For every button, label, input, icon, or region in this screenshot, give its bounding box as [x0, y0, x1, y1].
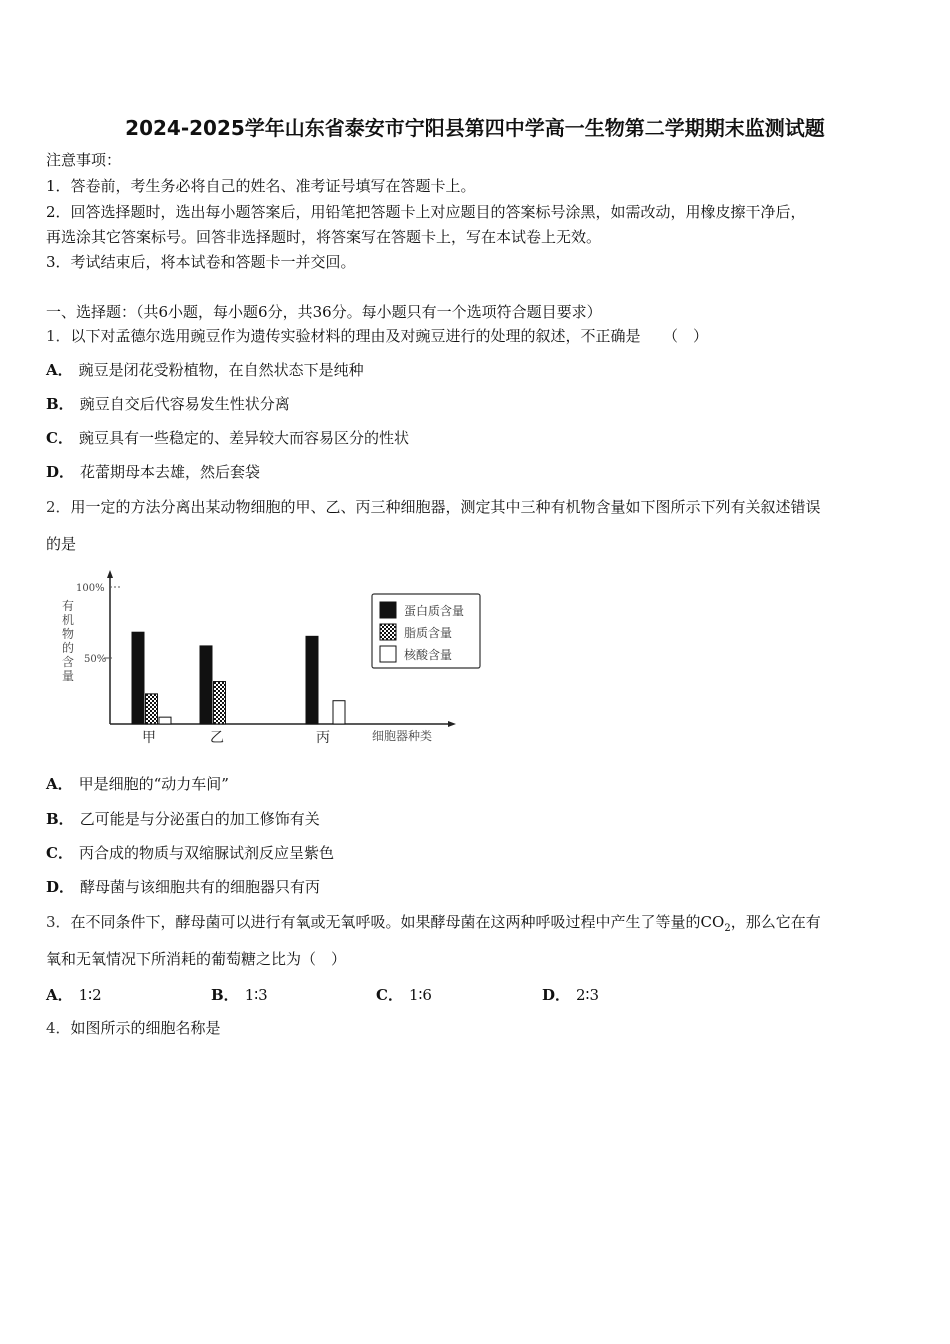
category-label-1: 甲 [142, 730, 156, 746]
category-labels [142, 730, 330, 746]
q1-stem [46, 326, 708, 346]
q3-options [46, 984, 906, 1006]
q1-option-a-text: 豌豆是闭花受粉植物，在自然状态下是纯种 [78, 361, 364, 379]
bar-1-series-2 [146, 694, 158, 724]
q1-option-a-label: A． [46, 361, 73, 379]
bar-2-series-2 [214, 682, 226, 724]
q3-option-c-text: 1∶6 [408, 986, 432, 1004]
y-tick-label-100: 100% [76, 583, 105, 594]
q1-option-b[interactable] [46, 394, 290, 414]
q1-option-c[interactable] [46, 428, 409, 448]
legend-label-1: 蛋白质含量 [404, 604, 465, 618]
q3-option-c-label: C． [376, 986, 403, 1004]
bar-3-series-1 [306, 636, 318, 724]
organelle-content-chart [54, 566, 494, 752]
notice-heading: 注意事项： [46, 151, 122, 169]
q2-option-b-label: B． [46, 810, 74, 828]
q2-option-a[interactable] [46, 774, 229, 794]
q3-option-a-text: 1∶2 [78, 986, 102, 1004]
notice-item-3: 3．考试结束后，将本试卷和答题卡一并交回。 [46, 253, 356, 271]
q1-number: 1． [46, 327, 71, 345]
q4-text: 如图所示的细胞名称是 [70, 1019, 221, 1037]
q3-stem-line2: 氧和无氧情况下所消耗的葡萄糖之比为（ ） [46, 950, 347, 968]
legend-swatch-1 [380, 602, 396, 618]
q1-option-d-text: 花蕾期母本去雄，然后套袋 [80, 463, 261, 481]
q2-option-c-label: C． [46, 844, 73, 862]
q2-option-c-text: 丙合成的物质与双缩脲试剂反应呈紫色 [78, 844, 334, 862]
legend-swatch-2 [380, 624, 396, 640]
y-axis-label [62, 599, 74, 683]
bars-group [132, 632, 345, 724]
category-label-3: 丙 [316, 730, 330, 746]
q3-option-a-label: A． [46, 986, 73, 1004]
q1-text: 以下对孟德尔选用豌豆作为遗传实验材料的理由及对豌豆进行的处理的叙述，不正确是 （ ） [70, 327, 709, 345]
category-label-2: 乙 [210, 730, 224, 746]
bar-3-series-3 [333, 701, 345, 724]
q4-stem [46, 1018, 221, 1038]
bar-2-series-1 [200, 646, 212, 724]
legend-label-3: 核酸含量 [404, 648, 453, 662]
q1-option-c-text: 豌豆具有一些稳定的、差异较大而容易区分的性状 [78, 429, 409, 447]
q3-text-a: 在不同条件下，酵母菌可以进行有氧或无氧呼吸。如果酵母菌在这两种呼吸过程中产生了等量的CO [70, 913, 725, 931]
q2-option-b[interactable] [46, 809, 320, 829]
q3-option-d-text: 2∶3 [576, 986, 600, 1004]
legend-label-2: 脂质含量 [404, 626, 453, 640]
q2-stem-line2: 的是 [46, 535, 77, 553]
q3-number: 3． [46, 913, 71, 931]
q2-stem [46, 497, 821, 517]
q3-stem [46, 912, 821, 939]
q3-text-b: ，那么它在有 [730, 913, 821, 931]
q2-option-d-text: 酵母菌与该细胞共有的细胞器只有丙 [80, 878, 321, 896]
q2-option-a-label: A． [46, 775, 73, 793]
legend [380, 602, 464, 662]
q1-option-c-label: C． [46, 429, 73, 447]
q3-option-b-text: 1∶3 [244, 986, 268, 1004]
x-axis-arrow-icon [448, 721, 456, 727]
exam-title: 2024-2025学年山东省泰安市宁阳县第四中学高一生物第二学期期末监测试题 [125, 116, 825, 140]
q4-number: 4． [46, 1019, 71, 1037]
q2-option-c[interactable] [46, 843, 334, 863]
q2-option-d[interactable] [46, 877, 320, 897]
section-heading: 一、选择题：（共6小题，每小题6分，共36分。每小题只有一个选项符合题目要求） [46, 303, 602, 321]
q3-option-d[interactable] [542, 984, 599, 1005]
bar-1-series-3 [159, 717, 171, 724]
notice-item-1: 1．答卷前，考生务必将自己的姓名、准考证号填写在答题卡上。 [46, 177, 476, 195]
q1-option-d-label: D． [46, 463, 75, 481]
bar-1-series-1 [132, 632, 144, 724]
y-axis-arrow-icon [107, 570, 113, 578]
q3-option-d-label: D． [542, 986, 571, 1004]
q3-option-c[interactable] [376, 984, 432, 1005]
legend-swatch-3 [380, 646, 396, 662]
y-axis-label-text: 有机物的含量 [62, 599, 75, 683]
notice-item-2-cont: 再选涂其它答案标号。回答非选择题时，将答案写在答题卡上，写在本试卷上无效。 [46, 228, 602, 246]
q2-number: 2． [46, 498, 71, 516]
q3-option-b-label: B． [211, 986, 239, 1004]
x-axis-label: 细胞器种类 [372, 729, 433, 743]
q3-option-b[interactable] [211, 984, 268, 1005]
q3-text-sub: 2 [724, 923, 731, 934]
q1-option-b-label: B． [46, 395, 74, 413]
q1-option-b-text: 豌豆自交后代容易发生性状分离 [79, 395, 290, 413]
q2-option-b-text: 乙可能是与分泌蛋白的加工修饰有关 [79, 810, 320, 828]
q2-text-line1: 用一定的方法分离出某动物细胞的甲、乙、丙三种细胞器，测定其中三种有机物含量如下图所示下列有关叙述错误 [70, 498, 821, 516]
q1-option-a[interactable] [46, 360, 364, 380]
y-tick-label-50: 50% [84, 654, 107, 665]
notice-item-2: 2．回答选择题时，选出每小题答案后，用铅笔把答题卡上对应题目的答案标号涂黑，如需改动，用橡皮擦干净后， [46, 203, 806, 221]
q2-option-a-text: 甲是细胞的“动力车间” [78, 775, 229, 793]
q1-option-d[interactable] [46, 462, 260, 482]
q3-option-a[interactable] [46, 984, 102, 1005]
q2-option-d-label: D． [46, 878, 75, 896]
